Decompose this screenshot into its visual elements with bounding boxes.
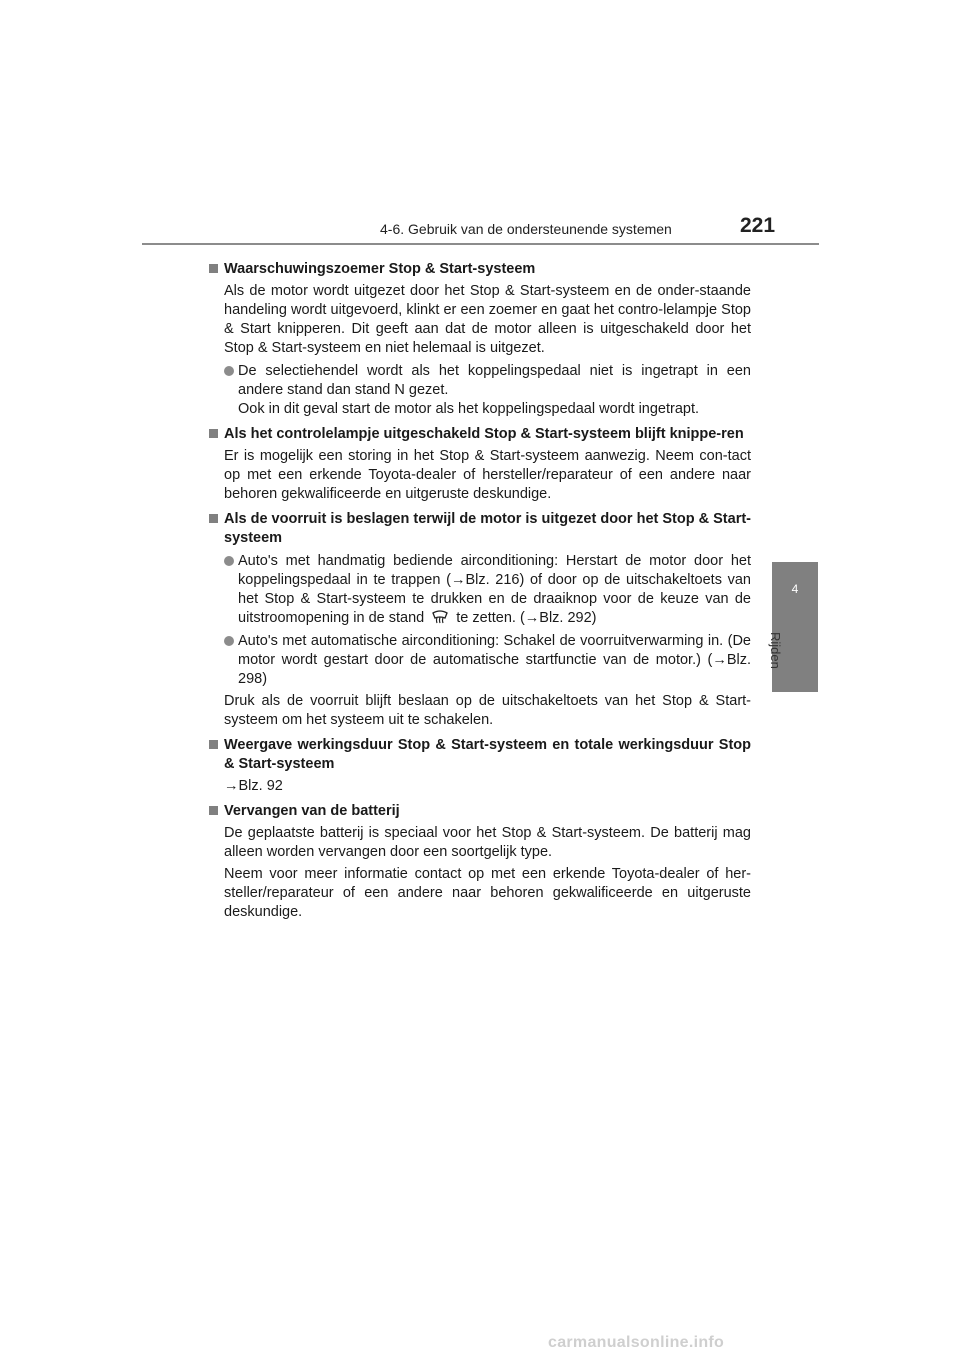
- bullet-text-end: te zetten. (→Blz. 292): [456, 610, 597, 626]
- section-windshield-fogged: [206, 510, 751, 730]
- bullet-item: [206, 362, 751, 419]
- section-operating-time: [206, 736, 751, 796]
- paragraph: De geplaatste batterij is speciaal voor het Stop & Start-systeem. De batterij mag alleen worden vervangen door een soortgelijk type.: [224, 825, 751, 860]
- windshield-defrost-icon: [432, 610, 448, 624]
- page-content: [206, 254, 751, 926]
- paragraph: Er is mogelijk een storing in het Stop & Start-systeem aanwezig. Neem con-tact op met een erkende Toyota-dealer of hersteller/reparateur of een andere naar behoren gekwalificeerde en uitgeruste deskundige.: [224, 448, 751, 502]
- section-title: Als de voorruit is beslagen terwijl de motor is uitgezet door het Stop & Start-systeem: [206, 510, 751, 548]
- watermark: carmanualsonline.info: [548, 1334, 725, 1351]
- header-divider: [142, 243, 819, 245]
- page-reference-link[interactable]: →Blz. 92: [224, 778, 283, 794]
- section-battery-replacement: [206, 802, 751, 922]
- running-header: 4-6. Gebruik van de ondersteunende systemen: [380, 221, 672, 237]
- bullet-item: [206, 552, 751, 628]
- chapter-label: Rijden: [768, 632, 783, 669]
- section-title: Als het controlelampje uitgeschakeld Stop & Start-systeem blijft knippe-ren: [206, 425, 751, 444]
- section-indicator-blinking: [206, 425, 751, 504]
- section-title: Weergave werkingsduur Stop & Start-systeem en totale werkingsduur Stop & Start-systeem: [206, 736, 751, 774]
- bullet-text: Auto's met automatische airconditioning: Schakel de voorruitverwarming in. (De motor wordt gestart door de automatische startfunctie van de motor.) (→Blz. 298): [238, 633, 751, 687]
- bullet-text-continued: Ook in dit geval start de motor als het koppelingspedaal wordt ingetrapt.: [238, 401, 700, 417]
- bullet-item: [206, 632, 751, 689]
- paragraph: Als de motor wordt uitgezet door het Stop & Start-systeem en de onder-staande handeling wordt uitgevoerd, klinkt er een zoemer en gaat het contro-lelampje Stop & Start knipperen. Dit geeft aan dat de motor alleen is uitgeschakeld door het Stop & Start-systeem en niet helemaal is uitgezet.: [224, 283, 751, 356]
- chapter-number: 4: [791, 582, 799, 596]
- paragraph: Druk als de voorruit blijft beslaan op de uitschakeltoets van het Stop & Start-systeem om het systeem uit te schakelen.: [224, 693, 751, 728]
- bullet-text: Auto's met handmatig bediende airconditioning: Herstart de motor door het koppelingspedaal in te trappen (→Blz. 216) of door op de uitschakeltoets van het Stop & Start-systeem te drukken en de draaiknop voor de keuze van de uitstroomopening in de stand: [238, 553, 751, 626]
- section-title: Vervangen van de batterij: [206, 802, 751, 821]
- section-warning-buzzer: [206, 260, 751, 419]
- bullet-text: De selectiehendel wordt als het koppelingspedaal niet is ingetrapt in een andere stand dan stand N gezet.: [238, 363, 751, 398]
- paragraph: Neem voor meer informatie contact op met een erkende Toyota-dealer of her-steller/reparateur of een andere naar behoren gekwalificeerde en uitgeruste deskundige.: [224, 866, 751, 920]
- page-number: 221: [740, 214, 776, 237]
- section-title: Waarschuwingszoemer Stop & Start-systeem: [206, 260, 751, 279]
